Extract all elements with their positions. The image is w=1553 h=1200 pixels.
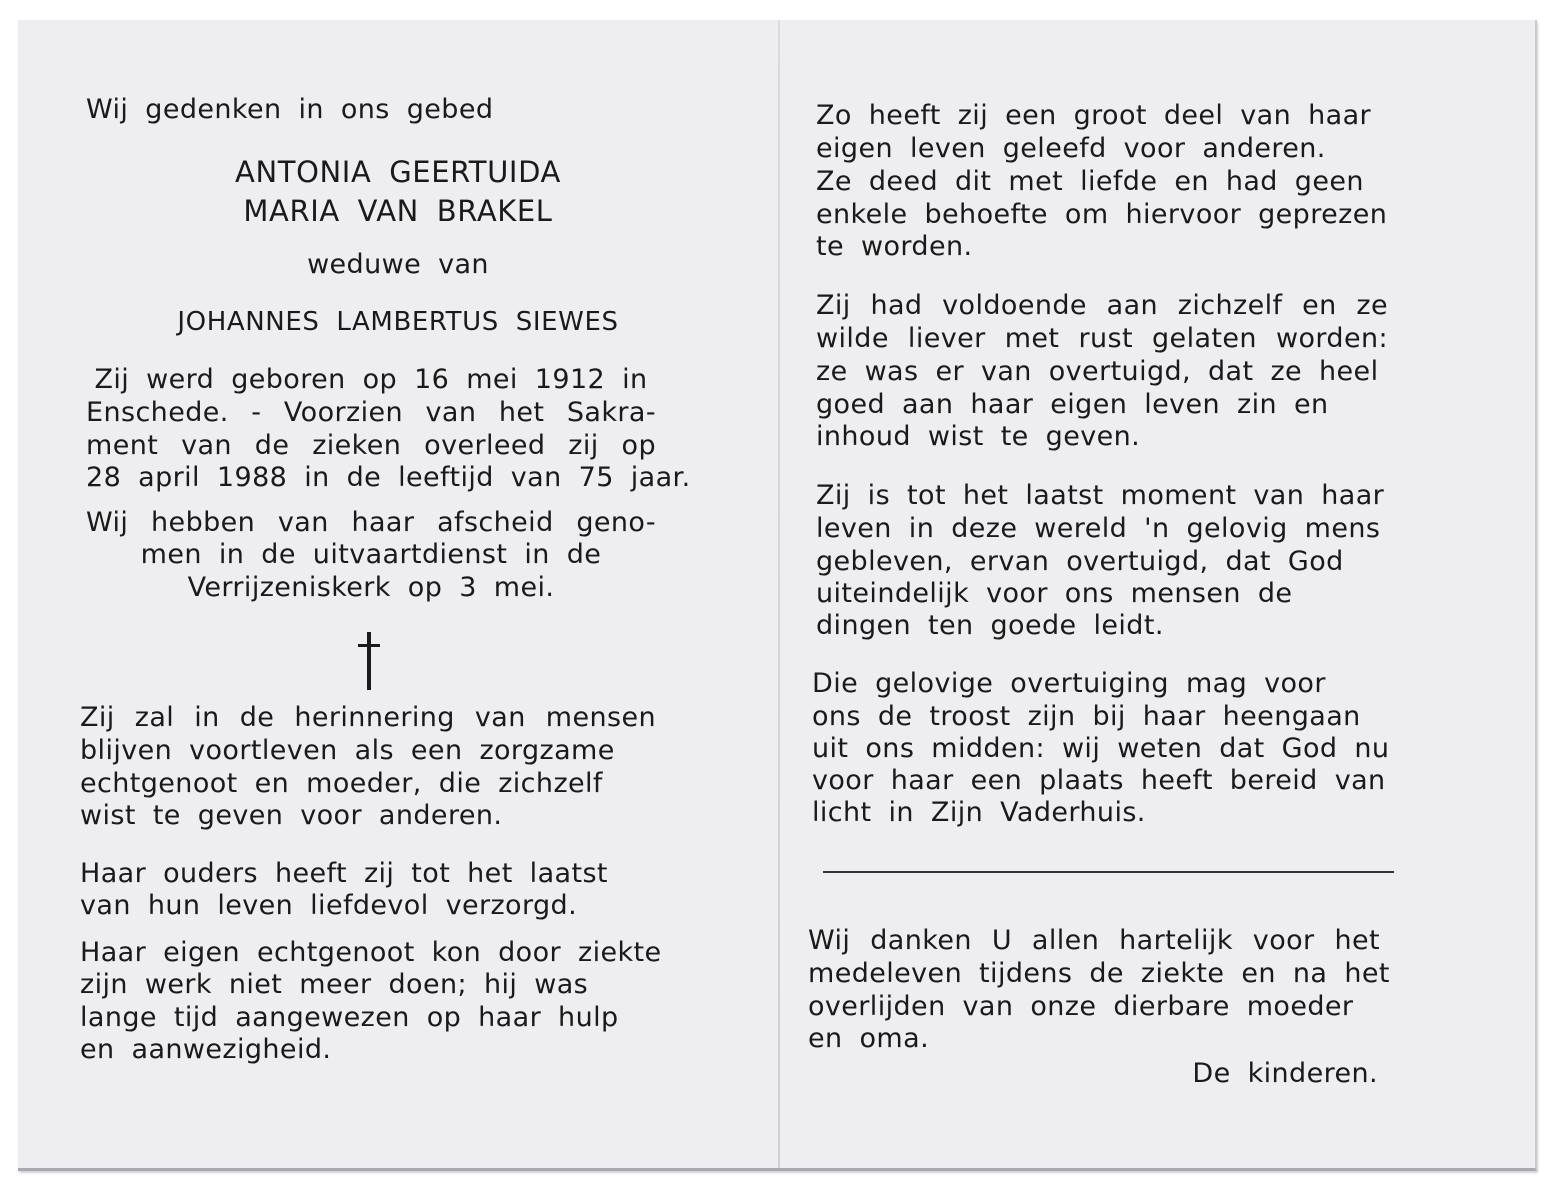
- deceased-name-line-2: MARIA VAN BRAKEL: [243, 194, 553, 228]
- text-line: ze was er van overtuigd, dat ze heel: [816, 356, 1379, 387]
- bio-line: Wij hebben van haar afscheid geno-: [86, 507, 656, 538]
- bio-line: Zij werd geboren op 16 mei 1912 in: [94, 364, 648, 395]
- bio-line: 28 april 1988 in de leeftijd van 75 jaar.: [86, 462, 691, 493]
- text-line: wist te geven voor anderen.: [80, 800, 503, 831]
- text-line: medeleven tijdens de ziekte en na het: [808, 958, 1390, 989]
- text-line: licht in Zijn Vaderhuis.: [812, 797, 1146, 828]
- text-line: lange tijd aangewezen op haar hulp: [80, 1002, 619, 1033]
- text-line: enkele behoefte om hiervoor geprezen: [816, 199, 1388, 230]
- text-line: zijn werk niet meer doen; hij was: [80, 969, 589, 1000]
- text-line: gebleven, ervan overtuigd, dat God: [816, 546, 1344, 577]
- bio-line: ment van de zieken overleed zij op: [86, 430, 656, 461]
- intro-line: Wij gedenken in ons gebed: [86, 94, 494, 125]
- text-line: inhoud wist te geven.: [816, 421, 1141, 452]
- widow-of-line: weduwe van: [307, 249, 489, 280]
- husband-name: JOHANNES LAMBERTUS SIEWES: [177, 307, 619, 337]
- text-line: Haar eigen echtgenoot kon door ziekte: [80, 937, 662, 968]
- text-line: echtgenoot en moeder, die zichzelf: [80, 768, 603, 799]
- text-line: voor haar een plaats heeft bereid van: [812, 765, 1386, 796]
- bio-line: Verrijzeniskerk op 3 mei.: [187, 572, 555, 603]
- signature: De kinderen.: [1192, 1058, 1378, 1089]
- text-line: Ze deed dit met liefde en had geen: [816, 166, 1364, 197]
- text-line: ons de troost zijn bij haar heengaan: [812, 701, 1361, 732]
- text-line: leven in deze wereld 'n gelovig mens: [816, 513, 1381, 544]
- text-line: Wij danken U allen hartelijk voor het: [808, 925, 1380, 956]
- right-panel: [780, 20, 1535, 1168]
- text-line: uit ons midden: wij weten dat God nu: [812, 733, 1390, 764]
- left-panel: [18, 20, 778, 1168]
- bio-line: Enschede. - Voorzien van het Sakra-: [86, 397, 656, 428]
- deceased-name-line-1: ANTONIA GEERTUIDA: [235, 155, 561, 189]
- text-line: blijven voortleven als een zorgzame: [80, 735, 615, 766]
- text-line: en aanwezigheid.: [80, 1034, 332, 1065]
- text-line: overlijden van onze dierbare moeder: [808, 991, 1354, 1022]
- text-line: dingen ten goede leidt.: [816, 610, 1164, 641]
- memorial-card: [18, 20, 1537, 1171]
- text-line: wilde liever met rust gelaten worden:: [816, 323, 1388, 354]
- text-line: Zij is tot het laatst moment van haar: [816, 480, 1385, 511]
- text-line: Zij had voldoende aan zichzelf en ze: [816, 290, 1388, 321]
- text-line: goed aan haar eigen leven zin en: [816, 389, 1329, 420]
- text-line: en oma.: [808, 1023, 930, 1054]
- divider-rule: [823, 871, 1394, 873]
- text-line: Zij zal in de herinnering van mensen: [80, 702, 656, 733]
- cross-icon: [358, 632, 380, 692]
- text-line: Zo heeft zij een groot deel van haar: [816, 100, 1372, 131]
- text-line: uiteindelijk voor ons mensen de: [816, 578, 1293, 609]
- text-line: Haar ouders heeft zij tot het laatst: [80, 858, 608, 889]
- text-line: te worden.: [816, 231, 973, 262]
- bio-line: men in de uitvaartdienst in de: [140, 539, 602, 570]
- text-line: van hun leven liefdevol verzorgd.: [80, 890, 578, 921]
- text-line: eigen leven geleefd voor anderen.: [816, 133, 1326, 164]
- text-line: Die gelovige overtuiging mag voor: [812, 668, 1326, 699]
